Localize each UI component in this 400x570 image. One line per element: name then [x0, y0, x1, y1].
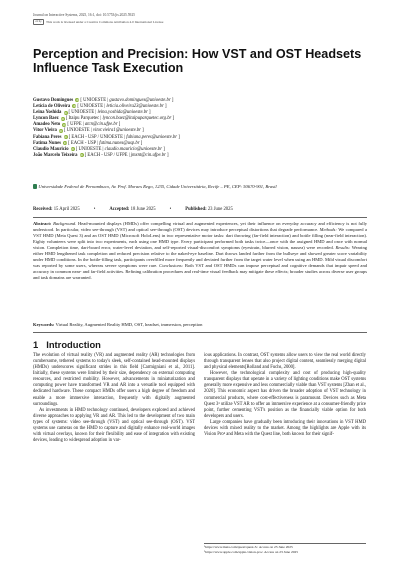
author-row	[33, 153, 373, 159]
right-column	[204, 353, 366, 438]
paragraph: As investments in HMD technology continued, developers explored and achieved diverse approaches to applying VR and AR. This led to the development of two main types of systems: video see-through (VST) and optical see-through (OST). VST systems use cameras on the HMD to capture and digitally enhance real-world images with virtual overlays, known for their flexibility and ease of integration with existing devices, leading to widespread adoption in var-	[33, 407, 195, 444]
date-separator: •	[169, 207, 172, 212]
author-bracket: ]	[140, 140, 143, 146]
paragraph: The evolution of virtual reality (VR) and augmented reality (AR) technologies from cumbersome, tethered systems to today's sleek, self-contained head-mounted displays (HMDs) underscores significant strides in this field [Carmigniani et al., 2011]. Initially, these systems were limited by their size, dependency on external computing resources, and restricted mobility. However, advancements in miniaturization and computing power have transformed VR and AR into a versatile tool equipped with dedicated hardware. These compact HMDs offer users a high degree of freedom and enable a more immersive interaction, frequently with digitally augmented surroundings.	[33, 353, 195, 407]
affiliation-note	[33, 184, 363, 190]
orcid-icon[interactable]: iD	[63, 141, 67, 146]
author-bracket: ]	[118, 122, 121, 128]
orcid-icon[interactable]: iD	[76, 98, 79, 103]
orcid-icon[interactable]: iD	[71, 147, 75, 152]
footnote[interactable]: ¹https://www.meta.com/quest/quest-3/. Access on 23 June 2025	[204, 545, 293, 549]
author-name: Amadeo Neto	[33, 122, 61, 128]
author-name: Gustavo Domingues	[33, 98, 74, 103]
abstract: Abstract: Background. Head-mounted displays (HMDs) offer compelling virtual and augmented experiences, yet their influence on everyday accuracy and efficiency is not fully understood. In particular, video see-through (VST) and optical see-through (OST) devices may introduce perceptual distortions that degrade performance. Methods: We compared a VST HMD (Meta Quest 3) and an OST HMD (Microsoft HoloLens) in two representative motor tasks: dart throwing (far-field interaction) and bottle filling (near-field interaction). Eighty volunteers were split into two experiments, each using one HMD type. Every participant performed both tasks twice—once with the assigned HMD and once with normal vision. Completion time, dart-board error, water-level deviation, and self-reported visual-discomfort symptoms (eyestrain, blurred vision, nausea) were recorded. Results: Wearing either HMD lengthened task completion and reduced precision relative to the naked-eye baseline. Dart throws landed farther from the bullseye and showed greater score variability under HMD conditions. In the bottle-filling task, participants overfilled more frequently and deviated further from the target water level when using an HMD. Mild visual discomfort was reported by some users, whereas severe symptoms were rare. Conclusions: Both VST and OST HMDs can impose perceptual and cognitive demands that impair speed and accuracy in common near- and far-field activities. Refining calibration procedures and real-time visual feedback may mitigate these effects; broader studies across diverse user groups and task domains are warranted.	[33, 221, 368, 281]
license-text[interactable]: This work is licensed under a Creative Commons Attribution 4.0 International License	[46, 19, 164, 24]
author-email[interactable]: vitor.vieira1@unioeste.br	[92, 128, 141, 134]
author-email[interactable]: lyncon.baez@itaipuparquetec.org.br	[102, 116, 172, 122]
author-name: Claudio Mauricio	[33, 146, 69, 152]
dates-row	[33, 207, 233, 212]
author-name: Letícia de Oliveira	[33, 104, 71, 110]
keywords: Keywords: Virtual Reality, Augmented Reality HMD, OST, headset, immersion, perception	[33, 322, 203, 327]
author-affiliation: [ EACH - USP / UFPE |	[84, 152, 130, 158]
author-affiliation: [ EACH - USP / UNIOESTE |	[68, 134, 126, 140]
author-name: Vitor Vieira	[33, 128, 57, 134]
section-heading: 1 Introduction	[33, 339, 101, 350]
author-bracket: ]	[164, 104, 167, 110]
paragraph: Large companies have gradually been introducing their innovations in VST HMD devices with mixed reality to the market. Among the highlights are Apple with its Vision Pro² and Meta with the Quest line, both known for their signif-	[204, 419, 366, 438]
received-date: Received: 15 April 2025	[33, 207, 80, 212]
author-email[interactable]: fabiana.peres@unioeste.br	[126, 134, 178, 140]
divider	[33, 217, 367, 218]
author-email[interactable]: gustavo.domingues@unioeste.br	[109, 98, 171, 103]
author-affiliation: [ UNIOESTE |	[68, 110, 97, 116]
author-bracket: ]	[142, 128, 144, 134]
orcid-icon[interactable]: iD	[63, 122, 66, 127]
author-bracket: ]	[149, 110, 151, 116]
author-affiliation: [ UNIOESTE |	[80, 98, 109, 103]
orcid-icon[interactable]: iD	[64, 134, 67, 139]
author-name: Lyncon Baez	[33, 116, 59, 122]
author-name: Fatima Nunes	[33, 140, 61, 146]
orcid-icon[interactable]: iD	[73, 104, 76, 109]
cc-by-icon: cc by	[33, 19, 44, 25]
author-bracket: ]	[171, 98, 174, 103]
published-date: Published: 23 June 2025	[185, 207, 233, 212]
author-email[interactable]: leina.yoshida@unioeste.br	[97, 110, 148, 116]
paragraph: However, the technological complexity and cost of producing high-quality transparent displays that operate in a variety of lighting conditions make OST systems generally more expensive and less commercially viable than VST systems [Zhan et al., 2020]. This economic aspect has driven the broader adoption of VST technology in commercial products, where cost-effectiveness is paramount. Devices such as Meta Quest 3¹ utilize VST AR to offer an immersive experience at a consumer-friendly price point, further cementing VST's position as the financially viable option for both developers and users.	[204, 371, 366, 419]
paper-title: Perception and Precision: How VST and OST Headsets Influence Task Execution	[33, 47, 362, 75]
author-name: João Marcelo Teixeira	[33, 152, 78, 158]
divider	[33, 332, 367, 333]
author-bracket: ]	[172, 116, 175, 122]
author-bracket: ]	[167, 152, 169, 158]
institution-icon	[33, 184, 37, 188]
author-bracket: ]	[178, 134, 180, 140]
author-affiliation: [ UNIOESTE |	[64, 128, 92, 134]
author-affiliation: [ Itaipu Parquetec |	[65, 116, 102, 122]
author-bracket: ]	[163, 146, 165, 152]
license-line	[33, 19, 163, 25]
author-email[interactable]: jmxnt@cin.ufpe.br	[130, 152, 166, 158]
author-affiliation: [ UFPE |	[67, 122, 84, 128]
orcid-icon[interactable]: iD	[64, 110, 67, 115]
author-email[interactable]: atcn@cin.ufpe.br	[84, 122, 118, 128]
paragraph: ious applications. In contrast, OST systems allow users to view the real world directly through transparent lenses that also project digital content, seamlessly merging digital and physical elements[Rolland and Fuchs, 2000].	[204, 353, 366, 371]
author-name: Fabiana Peres	[33, 134, 62, 140]
date-separator: •	[93, 207, 96, 212]
author-email[interactable]: claudio.mauricio@unioeste.br	[104, 146, 163, 152]
orcid-icon[interactable]: iD	[61, 116, 65, 121]
author-affiliation: [ UNIOESTE |	[75, 146, 104, 152]
orcid-icon[interactable]: iD	[59, 128, 63, 133]
author-email[interactable]: leticia.oliveira23@unioeste.br	[106, 104, 164, 110]
footnote[interactable]: ²https://www.apple.com/apple-vision-pro/. Access on 23 June 2025	[204, 549, 298, 554]
orcid-icon[interactable]: iD	[80, 153, 83, 158]
journal-header: Journal on Interactive Systems, 2025, 16:1, doi: 10.5753/jis.2025.5925	[33, 13, 135, 17]
footnotes	[204, 543, 366, 554]
author-name: Leina Yoshida	[33, 110, 62, 116]
affiliation-text: Universidade Federal de Pernambuco, Av. Prof. Moraes Rego, 1235, Cidade Universitária, Recife – PE, CEP: 50670-901, Brasil	[38, 184, 277, 189]
author-affiliation: [ UNIOESTE |	[77, 104, 106, 110]
author-affiliation: [ EACH - USP |	[68, 140, 99, 146]
left-column	[33, 353, 195, 444]
accepted-date: Accepted: 18 June 2025	[109, 207, 156, 212]
author-email[interactable]: fatima.nunes@usp.br	[99, 140, 140, 146]
author-list	[33, 98, 373, 159]
